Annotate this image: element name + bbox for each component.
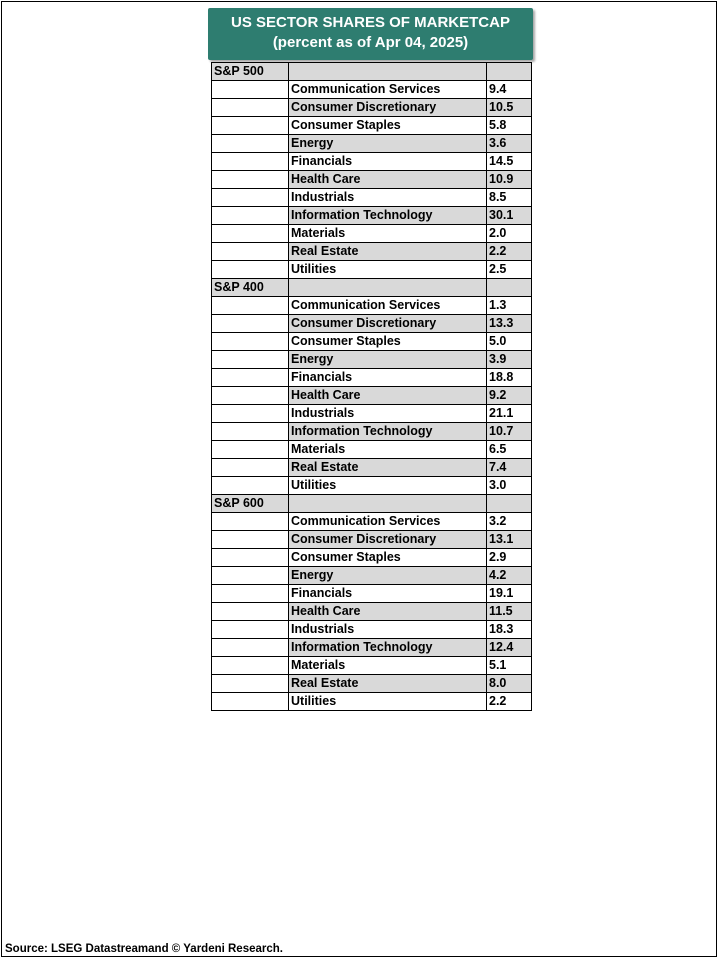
empty-cell	[289, 63, 487, 81]
sector-label: Consumer Discretionary	[289, 531, 487, 549]
table-row	[212, 81, 532, 99]
sector-label: Energy	[289, 351, 487, 369]
sector-label: Communication Services	[289, 81, 487, 99]
table-row	[212, 171, 532, 189]
table-row	[212, 477, 532, 495]
sector-label: Information Technology	[289, 639, 487, 657]
empty-cell	[212, 549, 289, 567]
empty-cell	[212, 513, 289, 531]
source-note: Source: LSEG Datastreamand © Yardeni Research.	[5, 943, 283, 955]
sector-value: 30.1	[487, 207, 532, 225]
sector-label: Information Technology	[289, 423, 487, 441]
table-row	[212, 459, 532, 477]
sector-value: 13.3	[487, 315, 532, 333]
sector-label: Utilities	[289, 693, 487, 711]
table-row	[212, 225, 532, 243]
sector-label: Materials	[289, 441, 487, 459]
table-row	[212, 549, 532, 567]
sector-label: Health Care	[289, 171, 487, 189]
empty-cell	[212, 333, 289, 351]
sector-value: 2.5	[487, 261, 532, 279]
group-header-row	[212, 495, 532, 513]
sector-value: 2.2	[487, 693, 532, 711]
empty-cell	[212, 117, 289, 135]
sector-label: Information Technology	[289, 207, 487, 225]
empty-cell	[212, 477, 289, 495]
sector-label: Real Estate	[289, 675, 487, 693]
sector-label: Energy	[289, 567, 487, 585]
table-row	[212, 693, 532, 711]
sector-value: 5.1	[487, 657, 532, 675]
sector-value: 6.5	[487, 441, 532, 459]
table-row	[212, 297, 532, 315]
group-header-row	[212, 279, 532, 297]
sector-value: 21.1	[487, 405, 532, 423]
sector-value: 18.3	[487, 621, 532, 639]
sector-value: 7.4	[487, 459, 532, 477]
empty-cell	[212, 639, 289, 657]
empty-cell	[212, 621, 289, 639]
empty-cell	[212, 261, 289, 279]
empty-cell	[212, 135, 289, 153]
sector-value: 4.2	[487, 567, 532, 585]
table-row	[212, 675, 532, 693]
empty-cell	[212, 657, 289, 675]
sector-value: 2.0	[487, 225, 532, 243]
sector-value: 10.5	[487, 99, 532, 117]
table-row	[212, 621, 532, 639]
sector-value: 2.2	[487, 243, 532, 261]
sector-value: 3.6	[487, 135, 532, 153]
empty-cell	[212, 423, 289, 441]
table-row	[212, 531, 532, 549]
table-row	[212, 333, 532, 351]
empty-cell	[212, 567, 289, 585]
sector-value: 19.1	[487, 585, 532, 603]
sector-value: 3.9	[487, 351, 532, 369]
sector-label: Industrials	[289, 189, 487, 207]
sector-label: Real Estate	[289, 459, 487, 477]
table-row	[212, 243, 532, 261]
title-line-1: US SECTOR SHARES OF MARKETCAP	[231, 14, 510, 31]
empty-cell	[212, 99, 289, 117]
table-row	[212, 657, 532, 675]
table-row	[212, 135, 532, 153]
table-row	[212, 315, 532, 333]
sector-value: 9.2	[487, 387, 532, 405]
sector-label: Industrials	[289, 621, 487, 639]
sector-label: Utilities	[289, 261, 487, 279]
table-row	[212, 189, 532, 207]
table-row	[212, 513, 532, 531]
empty-cell	[487, 279, 532, 297]
empty-cell	[212, 675, 289, 693]
empty-cell	[212, 405, 289, 423]
sector-value: 9.4	[487, 81, 532, 99]
table-row	[212, 99, 532, 117]
sector-label: Financials	[289, 369, 487, 387]
group-name: S&P 600	[212, 495, 289, 513]
empty-cell	[212, 153, 289, 171]
sector-value: 12.4	[487, 639, 532, 657]
sector-value: 11.5	[487, 603, 532, 621]
empty-cell	[212, 243, 289, 261]
empty-cell	[212, 387, 289, 405]
table-row	[212, 567, 532, 585]
table-row	[212, 261, 532, 279]
table-row	[212, 441, 532, 459]
table-row	[212, 603, 532, 621]
empty-cell	[212, 171, 289, 189]
empty-cell	[212, 207, 289, 225]
sector-label: Financials	[289, 585, 487, 603]
table-row	[212, 387, 532, 405]
sector-label: Consumer Staples	[289, 333, 487, 351]
sector-label: Financials	[289, 153, 487, 171]
sector-label: Industrials	[289, 405, 487, 423]
sector-value: 3.0	[487, 477, 532, 495]
sector-label: Communication Services	[289, 297, 487, 315]
table-row	[212, 207, 532, 225]
empty-cell	[212, 693, 289, 711]
empty-cell	[212, 585, 289, 603]
empty-cell	[212, 441, 289, 459]
sector-table	[211, 62, 532, 711]
sector-value: 13.1	[487, 531, 532, 549]
sector-value: 10.7	[487, 423, 532, 441]
sector-label: Consumer Discretionary	[289, 99, 487, 117]
empty-cell	[212, 315, 289, 333]
table-row	[212, 117, 532, 135]
group-header-row	[212, 63, 532, 81]
sector-label: Utilities	[289, 477, 487, 495]
sector-label: Consumer Staples	[289, 117, 487, 135]
empty-cell	[212, 351, 289, 369]
sector-value: 2.9	[487, 549, 532, 567]
sector-label: Real Estate	[289, 243, 487, 261]
sector-label: Health Care	[289, 603, 487, 621]
empty-cell	[212, 459, 289, 477]
table-row	[212, 639, 532, 657]
sector-value: 10.9	[487, 171, 532, 189]
empty-cell	[289, 279, 487, 297]
table-row	[212, 153, 532, 171]
sector-table-body	[212, 63, 532, 711]
empty-cell	[212, 603, 289, 621]
empty-cell	[212, 297, 289, 315]
sector-value: 3.2	[487, 513, 532, 531]
empty-cell	[212, 81, 289, 99]
chart-title	[208, 8, 533, 60]
empty-cell	[487, 63, 532, 81]
sector-value: 18.8	[487, 369, 532, 387]
sector-label: Consumer Discretionary	[289, 315, 487, 333]
sector-label: Health Care	[289, 387, 487, 405]
table-row	[212, 405, 532, 423]
group-name: S&P 400	[212, 279, 289, 297]
sector-label: Communication Services	[289, 513, 487, 531]
table-row	[212, 585, 532, 603]
table-row	[212, 351, 532, 369]
sector-label: Materials	[289, 225, 487, 243]
empty-cell	[212, 369, 289, 387]
empty-cell	[212, 531, 289, 549]
sector-label: Energy	[289, 135, 487, 153]
group-name: S&P 500	[212, 63, 289, 81]
sector-value: 5.0	[487, 333, 532, 351]
empty-cell	[212, 189, 289, 207]
empty-cell	[487, 495, 532, 513]
sector-value: 8.0	[487, 675, 532, 693]
empty-cell	[289, 495, 487, 513]
sector-value: 8.5	[487, 189, 532, 207]
title-line-2: (percent as of Apr 04, 2025)	[272, 34, 469, 51]
sector-label: Consumer Staples	[289, 549, 487, 567]
sector-label: Materials	[289, 657, 487, 675]
table-row	[212, 423, 532, 441]
table-row	[212, 369, 532, 387]
empty-cell	[212, 225, 289, 243]
sector-value: 5.8	[487, 117, 532, 135]
sector-value: 1.3	[487, 297, 532, 315]
sector-value: 14.5	[487, 153, 532, 171]
